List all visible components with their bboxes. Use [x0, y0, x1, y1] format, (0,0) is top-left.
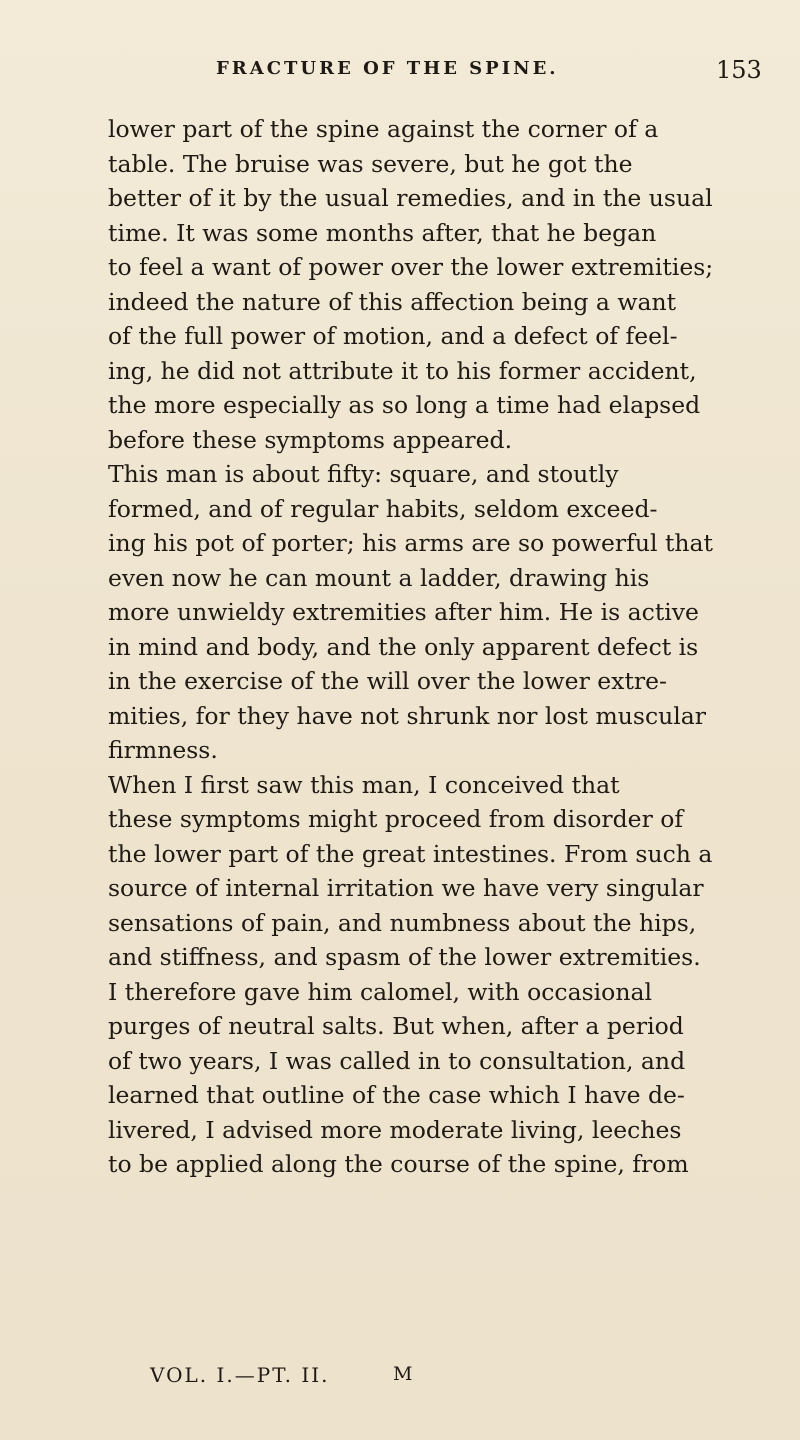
line-text: sensations of pain, and numbness about the hips,	[108, 908, 697, 937]
line-text: ing, he did not attribute it to his former accident,	[108, 356, 697, 385]
text-line	[108, 1113, 708, 1148]
text-line	[108, 181, 713, 216]
line-text: in mind and body, and the only apparent defect is	[108, 632, 699, 661]
text-line	[108, 216, 708, 251]
text-line	[108, 940, 708, 975]
line-text: the more especially as so long a time had elapsed	[108, 391, 701, 419]
line-text: to feel a want of power over the lower extremities;	[108, 253, 714, 281]
text-line	[108, 526, 713, 561]
line-text: learned that outline of the case which I have de-	[108, 1081, 685, 1109]
line-text: even now he can mount a ladder, drawing his	[108, 563, 650, 592]
line-text: the lower part of the great intestines. From such a	[108, 839, 713, 868]
text-line	[108, 1078, 708, 1113]
text-line	[108, 975, 708, 1010]
text-line	[108, 595, 708, 630]
text-line	[108, 319, 708, 354]
page-number: 153	[716, 56, 762, 84]
line-text: lower part of the spine against the corner of a	[108, 115, 659, 143]
text-line	[108, 1147, 708, 1182]
line-text: I therefore gave him calomel, with occasional	[108, 977, 652, 1006]
text-line	[108, 112, 708, 147]
text-line	[108, 147, 708, 182]
line-text: of two years, I was called in to consultation, and	[108, 1046, 686, 1075]
line-text: in the exercise of the will over the lower extre-	[108, 667, 667, 695]
line-text: mities, for they have not shrunk nor lost muscular	[108, 701, 707, 730]
text-line	[108, 285, 708, 320]
text-line	[108, 699, 708, 734]
text-line	[108, 664, 708, 699]
line-text: time. It was some months after, that he began	[108, 218, 657, 247]
text-line	[108, 802, 708, 837]
text-line	[108, 250, 714, 285]
line-text: purges of neutral salts. But when, after a period	[108, 1012, 684, 1040]
page-footer	[0, 1363, 800, 1395]
volume-signature: VOL. I.—PT. II.	[150, 1363, 330, 1387]
line-text: firmness.	[108, 736, 218, 764]
text-line	[108, 630, 708, 665]
text-line	[108, 906, 708, 941]
line-text: table. The bruise was severe, but he got the	[108, 149, 633, 178]
line-text: When I first saw this man, I conceived that	[108, 770, 620, 799]
printer-signature-mark: M	[393, 1363, 413, 1385]
text-line	[108, 561, 708, 596]
line-text: before these symptoms appeared.	[108, 425, 513, 454]
text-line	[108, 768, 708, 803]
text-line	[108, 354, 708, 389]
line-text: of the full power of motion, and a defect of feel-	[108, 322, 678, 350]
text-line	[108, 457, 708, 492]
text-line	[108, 1009, 708, 1044]
text-line	[108, 733, 708, 768]
text-line	[108, 871, 708, 906]
line-text: indeed the nature of this affection being a want	[108, 287, 677, 316]
line-text: to be applied along the course of the spine, from	[108, 1150, 689, 1178]
running-title: FRACTURE OF THE SPINE.	[216, 58, 559, 79]
text-line	[108, 492, 708, 527]
text-line	[108, 423, 708, 458]
text-line	[108, 388, 708, 423]
line-text: better of it by the usual remedies, and in the usual	[108, 184, 713, 212]
line-text: formed, and of regular habits, seldom exceed-	[108, 494, 658, 523]
text-line	[108, 837, 713, 872]
line-text: This man is about fifty: square, and stoutly	[108, 460, 619, 488]
line-text: more unwieldy extremities after him. He is active	[108, 598, 699, 626]
line-text: livered, I advised more moderate living, leeches	[108, 1115, 682, 1144]
text-line	[108, 1044, 708, 1079]
line-text: these symptoms might proceed from disorder of	[108, 805, 684, 833]
line-text: source of internal irritation we have very singular	[108, 874, 704, 902]
body-text	[108, 112, 714, 1182]
line-text: ing his pot of porter; his arms are so powerful that	[108, 529, 713, 557]
page-header	[0, 58, 800, 98]
line-text: and stiffness, and spasm of the lower extremities.	[108, 943, 701, 971]
